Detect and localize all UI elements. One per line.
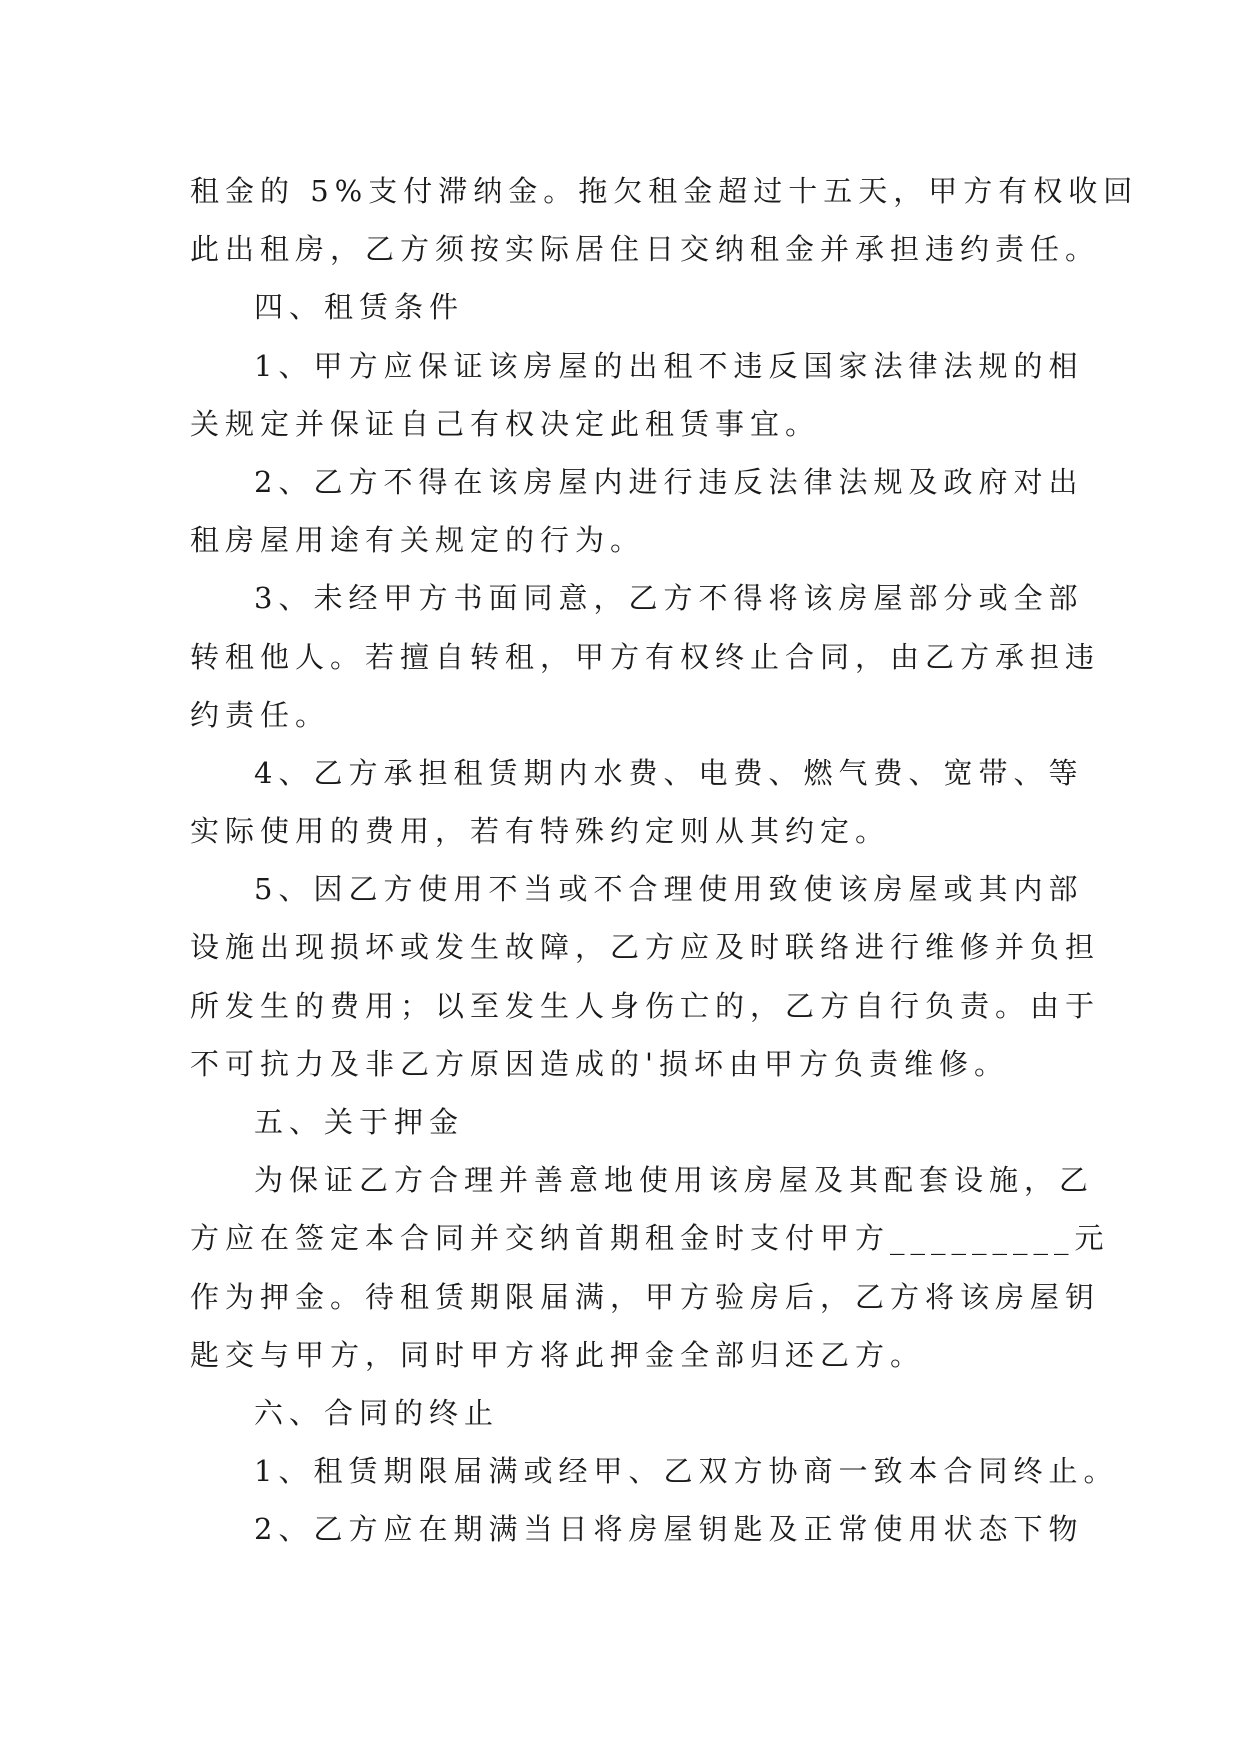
text-line: 四、租赁条件 bbox=[254, 290, 465, 325]
text-line: 2、乙方应在期满当日将房屋钥匙及正常使用状态下物 bbox=[254, 1512, 1084, 1547]
text-line: 1、租赁期限届满或经甲、乙双方协商一致本合同终止。 bbox=[254, 1454, 1119, 1489]
text-line: 所发生的费用；以至发生人身伤亡的，乙方自行负责。由于 bbox=[190, 988, 1101, 1023]
text-line: 租金的 5%支付滞纳金。拖欠租金超过十五天，甲方有权收回 bbox=[190, 174, 1139, 208]
text-line: 方应在签定本合同并交纳首期租金时支付甲方_________元 bbox=[190, 1221, 1110, 1256]
text-line: 不可抗力及非乙方原因造成的'损坏由甲方负责维修。 bbox=[190, 1046, 1009, 1081]
text-line: 设施出现损坏或发生故障，乙方应及时联络进行维修并负担 bbox=[190, 930, 1101, 965]
text-line: 匙交与甲方，同时甲方将此押金全部归还乙方。 bbox=[190, 1337, 926, 1372]
text-line: 约责任。 bbox=[190, 697, 331, 732]
text-line: 实际使用的费用，若有特殊约定则从其约定。 bbox=[190, 814, 891, 849]
contract-text bbox=[190, 162, 1139, 1559]
text-line: 为保证乙方合理并善意地使用该房屋及其配套设施，乙 bbox=[254, 1163, 1095, 1198]
text-line: 租房屋用途有关规定的行为。 bbox=[190, 523, 646, 558]
text-line: 作为押金。待租赁期限届满，甲方验房后，乙方将该房屋钥 bbox=[190, 1279, 1101, 1314]
text-line: 转租他人。若擅自转租，甲方有权终止合同，由乙方承担违 bbox=[190, 639, 1101, 674]
text-line: 六、合同的终止 bbox=[254, 1395, 500, 1430]
text-line: 关规定并保证自己有权决定此租赁事宜。 bbox=[190, 406, 821, 441]
text-line: 1、甲方应保证该房屋的出租不违反国家法律法规的相 bbox=[254, 348, 1084, 383]
text-line: 此出租房，乙方须按实际居住日交纳租金并承担违约责任。 bbox=[190, 232, 1101, 267]
text-line: 五、关于押金 bbox=[254, 1105, 465, 1139]
text-line: 2、乙方不得在该房屋内进行违反法律法规及政府对出 bbox=[254, 464, 1084, 499]
text-line: 4、乙方承担租赁期内水费、电费、燃气费、宽带、等 bbox=[254, 755, 1084, 790]
text-line: 3、未经甲方书面同意，乙方不得将该房屋部分或全部 bbox=[254, 581, 1084, 616]
text-line: 5、因乙方使用不当或不合理使用致使该房屋或其内部 bbox=[254, 872, 1084, 907]
